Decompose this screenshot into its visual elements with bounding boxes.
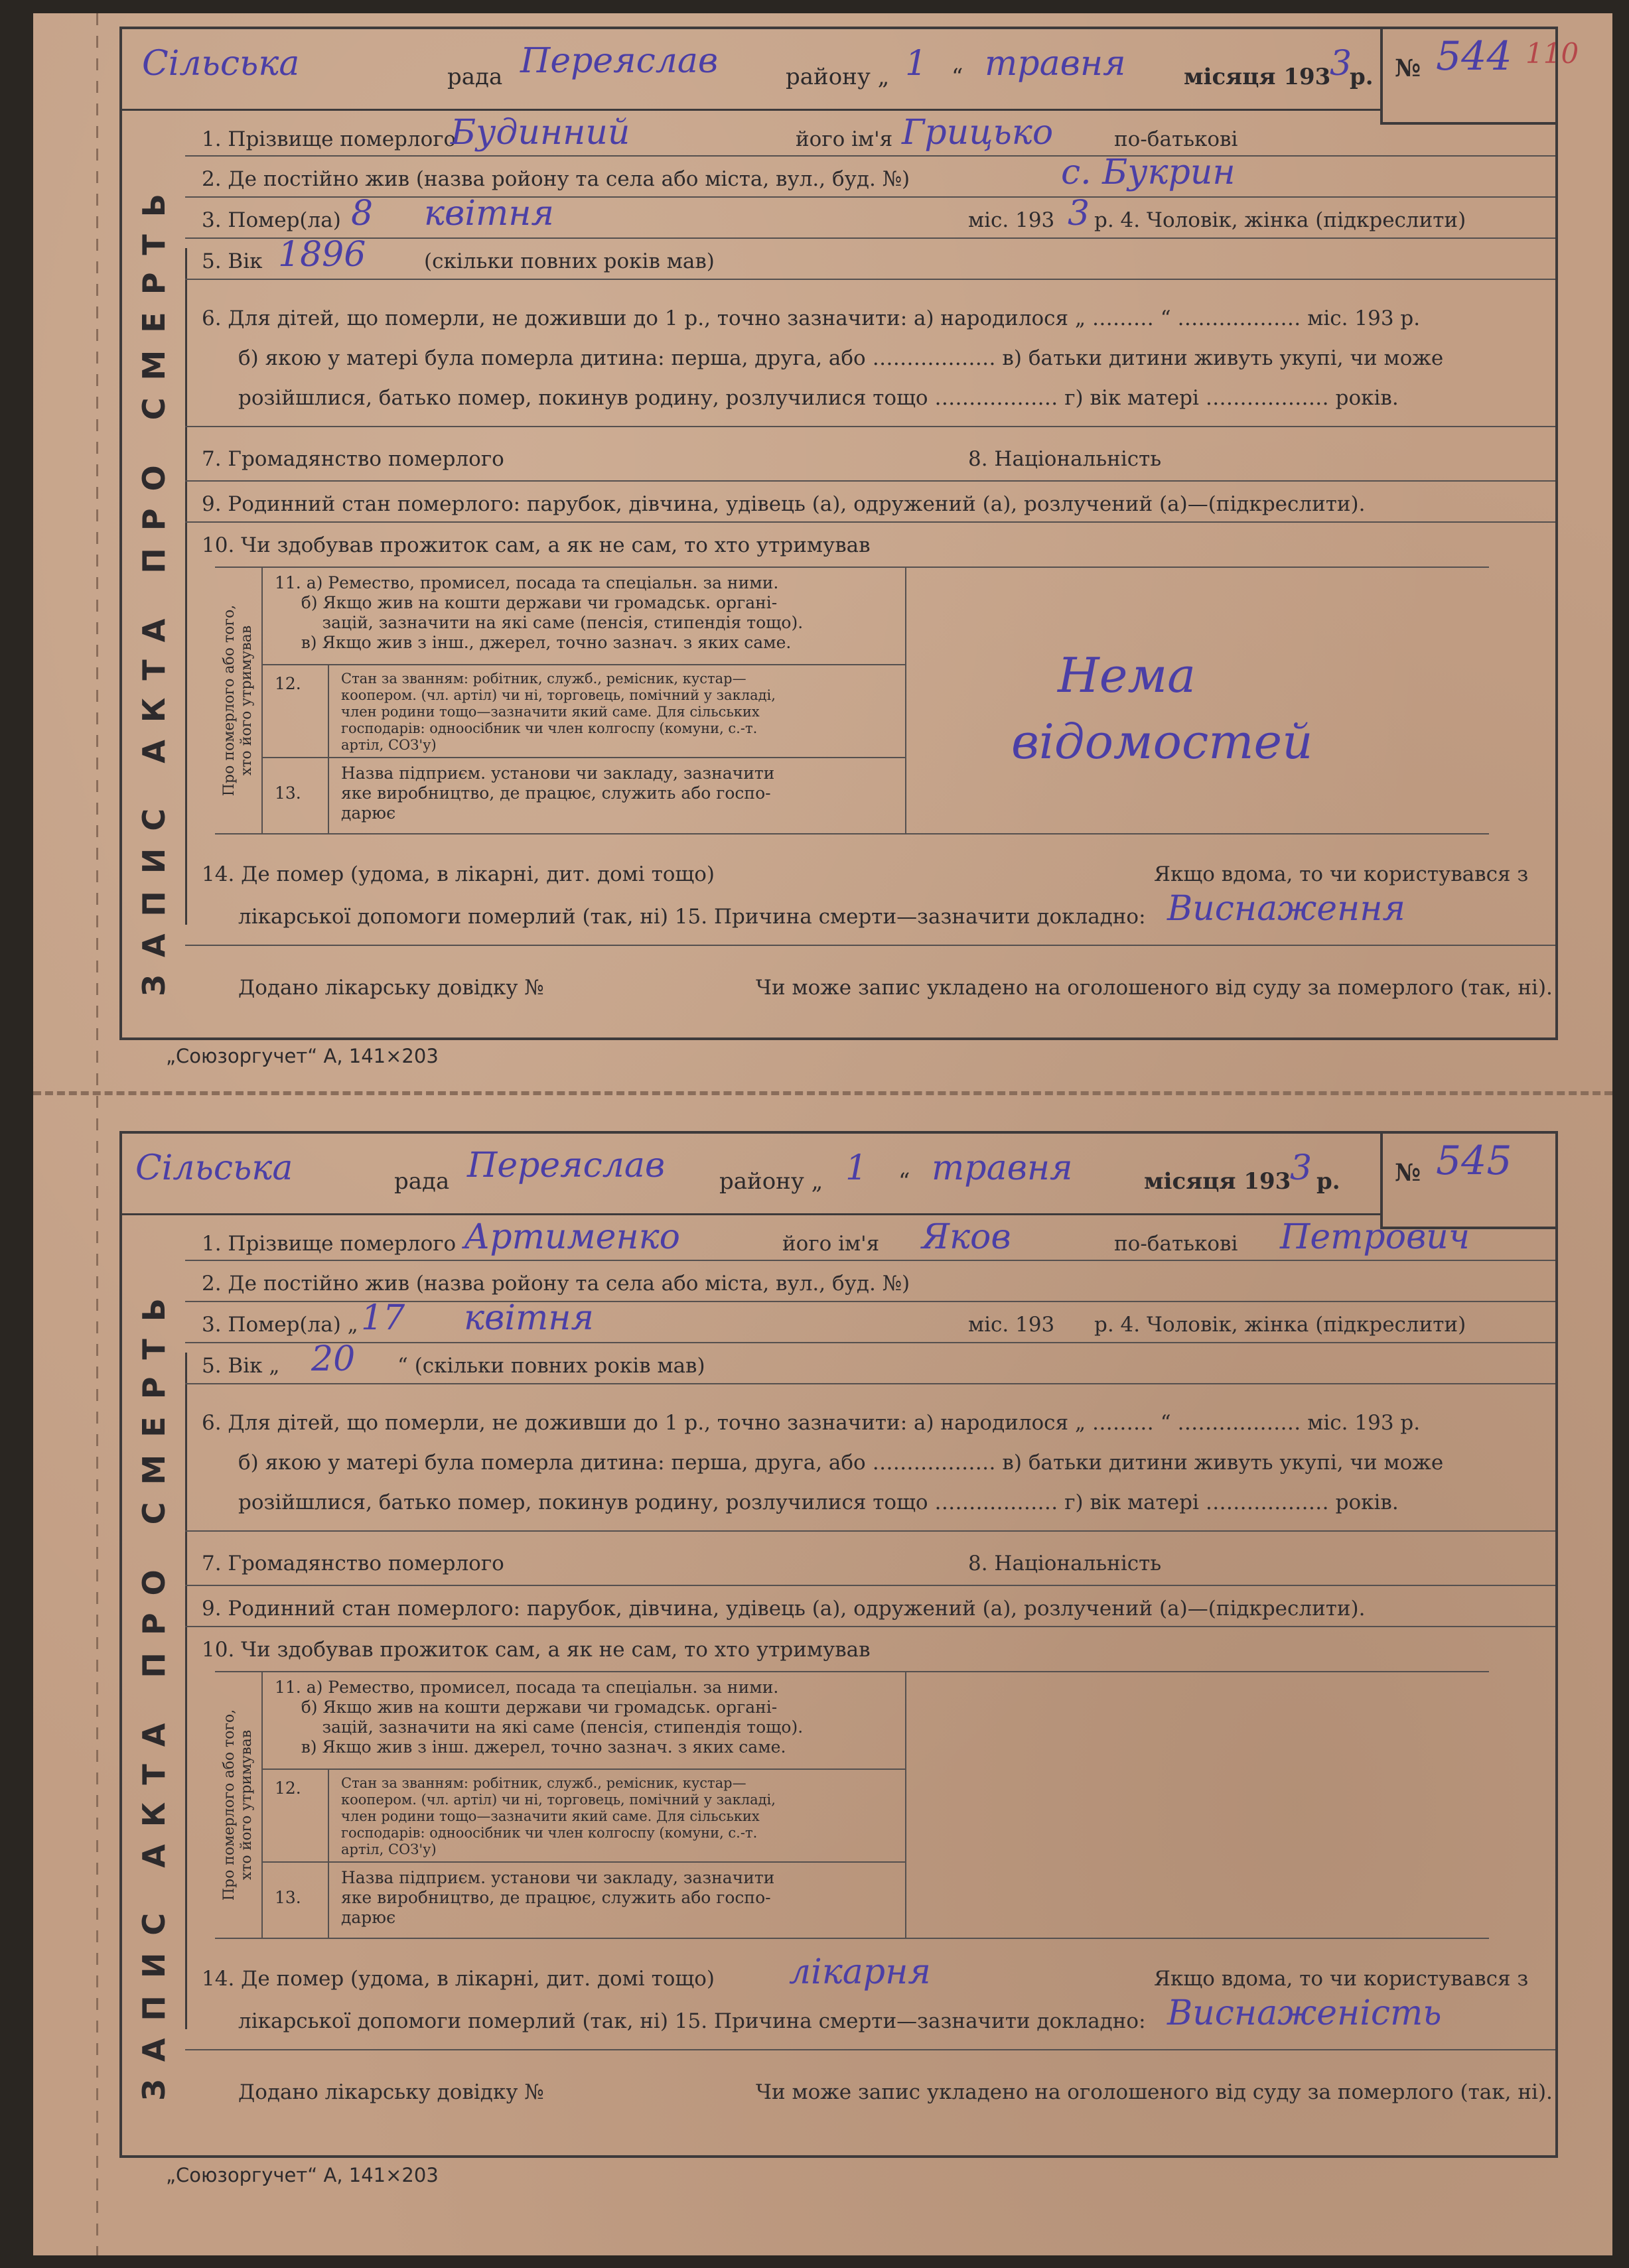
residence-handwritten: с. Букрин	[1061, 153, 1236, 192]
no-info-handwritten-1: Нема	[1058, 647, 1196, 703]
row-7	[185, 427, 1555, 482]
council-handwritten: Сільська	[142, 44, 300, 84]
day-handwritten: 1	[845, 1148, 868, 1188]
died-month-handwritten: квітня	[424, 194, 554, 233]
citizenship-label: 7. Громадянство померлого	[202, 1552, 504, 1575]
form-header	[122, 29, 1383, 111]
age-handwritten: 20	[311, 1339, 356, 1379]
record-number-box	[1380, 27, 1579, 125]
item-13-text: Назва підприєм. установи чи закладу, зазначити яке виробництво, де працює, служить або госпо- дарює	[341, 1868, 775, 1927]
form-1-printer-mark: „Союзоргучет“ А, 141×203	[166, 1045, 439, 1067]
item-number-divider	[328, 1768, 329, 1938]
row-5	[185, 1339, 1555, 1384]
age-hint: (скільки повних років мав)	[424, 249, 715, 273]
form-header	[122, 1134, 1383, 1215]
age-label: 5. Вік „	[202, 1354, 280, 1378]
number-label: №	[1395, 1159, 1421, 1187]
court-label: Чи може запис укладено на оголошеного від суду за померлого (так, ні).	[756, 2080, 1553, 2104]
side-label-box	[122, 1281, 187, 2101]
patronymic-label: по-батькові	[1114, 127, 1238, 151]
child-line-2: б) якою у матері була померла дитина: перша, друга, або ……………… в) батьки дитини живуть укупі, чи може	[238, 346, 1444, 370]
child-line-3: розійшлися, батько помер, покинув родину, розлучилися тощо ……………… г) вік матері ……………… років.	[238, 386, 1399, 410]
family-status-label: 9. Родинний стан померлого: парубок, дівчина, удівець (а), одружений (а), розлучений (а)—(підкреслити).	[202, 492, 1366, 516]
year-handwritten: 3	[1290, 1148, 1312, 1188]
row-10	[185, 523, 1555, 563]
citizenship-label: 7. Громадянство померлого	[202, 447, 504, 471]
occupation-side	[215, 568, 263, 833]
occupation-divider	[905, 568, 906, 833]
row-16	[185, 946, 1555, 1012]
death-record-form-1	[119, 27, 1579, 1040]
row-6	[185, 280, 1555, 427]
record-number-handwritten: 544	[1436, 33, 1512, 80]
nationality-label: 8. Національність	[968, 447, 1162, 471]
surname-handwritten: Будинний	[451, 113, 630, 153]
died-label: 3. Помер(ла) „	[202, 1313, 358, 1337]
died-day-handwritten: 17	[361, 1298, 405, 1338]
row-15	[185, 889, 1555, 946]
child-line-3: розійшлися, батько помер, покинув родину, розлучилися тощо ……………… г) вік матері ……………… років.	[238, 1491, 1399, 1514]
row-9	[185, 482, 1555, 523]
no-info-handwritten-2: відомостей	[1011, 714, 1313, 769]
surname-handwritten: Артименко	[464, 1217, 680, 1257]
age-label: 5. Вік	[202, 249, 263, 273]
place-of-death-label: 14. Де помер (удома, в лікарні, дит. домі тощо)	[202, 862, 715, 886]
livelihood-label: 10. Чи здобував прожиток сам, а як не сам, то хто утримував	[202, 533, 871, 557]
occupation-table	[215, 567, 1489, 834]
year-suffix: р.	[1316, 1168, 1340, 1195]
item-13-number: 13.	[275, 783, 301, 803]
row-6	[185, 1384, 1555, 1532]
row-14	[185, 852, 1555, 892]
row-7	[185, 1532, 1555, 1586]
rada-handwritten: Переяслав	[467, 1146, 666, 1185]
death-record-form-2	[119, 1131, 1558, 2158]
cause-handwritten: Виснаженість	[1167, 1993, 1442, 2033]
side-label: ЗАПИС АКТА ПРО СМЕРТЬ	[135, 1281, 172, 2101]
surname-label: 1. Прізвище померлого	[202, 1232, 457, 1256]
item-12-text: Стан за званням: робітник, служб., ремісник, кустар— коопером. (чл. артіл) чи ні, торговець, помічний у закладі, член родини тощо—зазначити який саме. Для сільських господарів: одноосібник чи член колгоспу (комуни, с.-т. артіл, СОЗ'у)	[341, 1775, 776, 1857]
row-3	[185, 194, 1555, 239]
sex-label: р. 4. Чоловік, жінка (підкреслити)	[1094, 1313, 1466, 1337]
occupation-table	[215, 1671, 1489, 1939]
month-prefix: “	[898, 1168, 910, 1195]
rada-label: рада	[394, 1168, 450, 1195]
died-label: 3. Помер(ла)	[202, 208, 341, 232]
rada-label: рада	[447, 64, 503, 90]
family-status-label: 9. Родинний стан померлого: парубок, дівчина, удівець (а), одружений (а), розлучений (а)—(підкреслити).	[202, 1597, 1366, 1621]
fold-line	[96, 13, 98, 2255]
month-handwritten: травня	[985, 44, 1126, 84]
year-suffix: р.	[1350, 64, 1374, 90]
item-12-number: 12.	[275, 674, 301, 693]
child-line-1: 6. Для дітей, що померли, не доживши до 1 р., точно зазначити: а) народилося „ ……… “ ……………… міс. 193 р.	[202, 306, 1421, 330]
item-11-text: 11. а) Ремество, промисел, посада та спеціальн. за ними. б) Якщо жив на кошти держави чи громадськ. органі- зацій, зазначити на які саме (пенсія, стипендія тощо). в) Якщо жив з інш., джерел, точно зазнач. з яких саме.	[275, 573, 804, 652]
row-5	[185, 235, 1555, 280]
surname-label: 1. Прізвище померлого	[202, 127, 457, 151]
item-12-top-line	[261, 664, 905, 665]
name-handwritten: Яков	[922, 1217, 1011, 1257]
residence-label: 2. Де постійно жив (назва ройону та села або міста, вул., буд. №)	[202, 167, 910, 191]
row-15	[185, 1993, 1555, 2050]
item-13-number: 13.	[275, 1888, 301, 1907]
rayon-label: району „	[719, 1168, 823, 1195]
sex-label: р. 4. Чоловік, жінка (підкреслити)	[1094, 208, 1466, 232]
place-of-death-label: 14. Де помер (удома, в лікарні, дит. домі тощо)	[202, 1967, 715, 1991]
died-day-handwritten: 8	[351, 194, 374, 233]
row-9	[185, 1586, 1555, 1627]
name-handwritten: Грицько	[902, 113, 1054, 153]
livelihood-label: 10. Чи здобував прожиток сам, а як не сам, то хто утримував	[202, 1638, 871, 1662]
residence-label: 2. Де постійно жив (назва ройону та села або міста, вул., буд. №)	[202, 1272, 910, 1296]
place-of-death-handwritten: лікарня	[789, 1952, 931, 1992]
nationality-label: 8. Національність	[968, 1552, 1162, 1575]
month-label: місяця 193	[1184, 64, 1331, 90]
item-12-top-line	[261, 1768, 905, 1770]
item-13-top-line	[261, 1861, 905, 1863]
died-month-handwritten: квітня	[464, 1298, 594, 1338]
item-13-text: Назва підприєм. установи чи закладу, зазначити яке виробництво, де працює, служить або госпо- дарює	[341, 764, 775, 823]
perforation-line	[33, 1091, 1612, 1095]
age-handwritten: 1896	[278, 235, 366, 275]
rada-handwritten: Переяслав	[520, 41, 719, 81]
margin-note-handwritten: 110	[1525, 37, 1579, 70]
side-label: ЗАПИС АКТА ПРО СМЕРТЬ	[135, 176, 172, 996]
council-handwritten: Сільська	[135, 1148, 293, 1188]
at-home-label: Якщо вдома, то чи користувався з	[1154, 862, 1529, 886]
at-home-label: Якщо вдома, то чи користувався з	[1154, 1967, 1529, 1991]
cause-label: лікарської допомоги померлий (так, ні) 15. Причина смерти—зазначити докладно:	[238, 2009, 1146, 2033]
item-number-divider	[328, 664, 329, 833]
row-14	[185, 1952, 1555, 1996]
row-16	[185, 2050, 1555, 2117]
cause-label: лікарської допомоги померлий (так, ні) 15. Причина смерти—зазначити докладно:	[238, 905, 1146, 929]
occupation-side	[215, 1672, 263, 1938]
month-label: місяця 193	[1144, 1168, 1291, 1195]
year-handwritten: 3	[1330, 44, 1352, 84]
occupation-side-label: Про померлого або того, хто його утримував	[221, 604, 255, 797]
month-handwritten: травня	[932, 1148, 1073, 1188]
row-2	[185, 153, 1555, 198]
occupation-side-label: Про померлого або того, хто його утримував	[221, 1709, 255, 1901]
certificate-label: Додано лікарську довідку №	[238, 2080, 544, 2104]
name-label: його ім'я	[782, 1232, 880, 1256]
age-hint: “ (скільки повних років мав)	[397, 1354, 705, 1378]
record-number-box	[1380, 1131, 1558, 1229]
number-label: №	[1395, 54, 1421, 82]
occupation-divider	[905, 1672, 906, 1938]
form-2-printer-mark: „Союзоргучет“ А, 141×203	[166, 2164, 439, 2186]
name-label: його ім'я	[796, 127, 893, 151]
certificate-label: Додано лікарську довідку №	[238, 976, 544, 1000]
item-13-top-line	[261, 757, 905, 758]
patronymic-label: по-батькові	[1114, 1232, 1238, 1256]
row-1	[185, 1217, 1555, 1261]
died-month-label: міс. 193	[968, 208, 1055, 232]
row-10	[185, 1627, 1555, 1667]
court-label: Чи може запис укладено на оголошеного від суду за померлого (так, ні).	[756, 976, 1553, 1000]
child-line-1: 6. Для дітей, що померли, не доживши до 1 р., точно зазначити: а) народилося „ ……… “ ……………… міс. 193 р.	[202, 1411, 1421, 1435]
patronymic-handwritten: Петрович	[1280, 1217, 1470, 1257]
rayon-label: району „	[786, 64, 890, 90]
cause-handwritten: Виснаження	[1167, 889, 1405, 929]
side-label-box	[122, 176, 187, 996]
item-12-text: Стан за званням: робітник, служб., ремісник, кустар— коопером. (чл. артіл) чи ні, торговець, помічний у закладі, член родини тощо—зазначити який саме. Для сільських господарів: одноосібник чи член колгоспу (комуни, с.-т. артіл, СОЗ'у)	[341, 671, 776, 753]
died-year-handwritten: 3	[1068, 194, 1090, 233]
row-1	[185, 115, 1555, 157]
row-3	[185, 1298, 1555, 1343]
month-prefix: “	[952, 64, 963, 90]
item-11-text: 11. а) Ремество, промисел, посада та спеціальн. за ними. б) Якщо жив на кошти держави чи громадськ. органі- зацій, зазначити на які саме (пенсія, стипендія тощо). в) Якщо жив з інш. джерел, точно зазнач. з яких саме.	[275, 1678, 804, 1757]
died-month-label: міс. 193	[968, 1313, 1055, 1337]
item-12-number: 12.	[275, 1778, 301, 1798]
child-line-2: б) якою у матері була померла дитина: перша, друга, або ……………… в) батьки дитини живуть укупі, чи може	[238, 1451, 1444, 1475]
day-handwritten: 1	[905, 44, 928, 84]
record-number-handwritten: 545	[1436, 1138, 1512, 1184]
row-2	[185, 1261, 1555, 1302]
